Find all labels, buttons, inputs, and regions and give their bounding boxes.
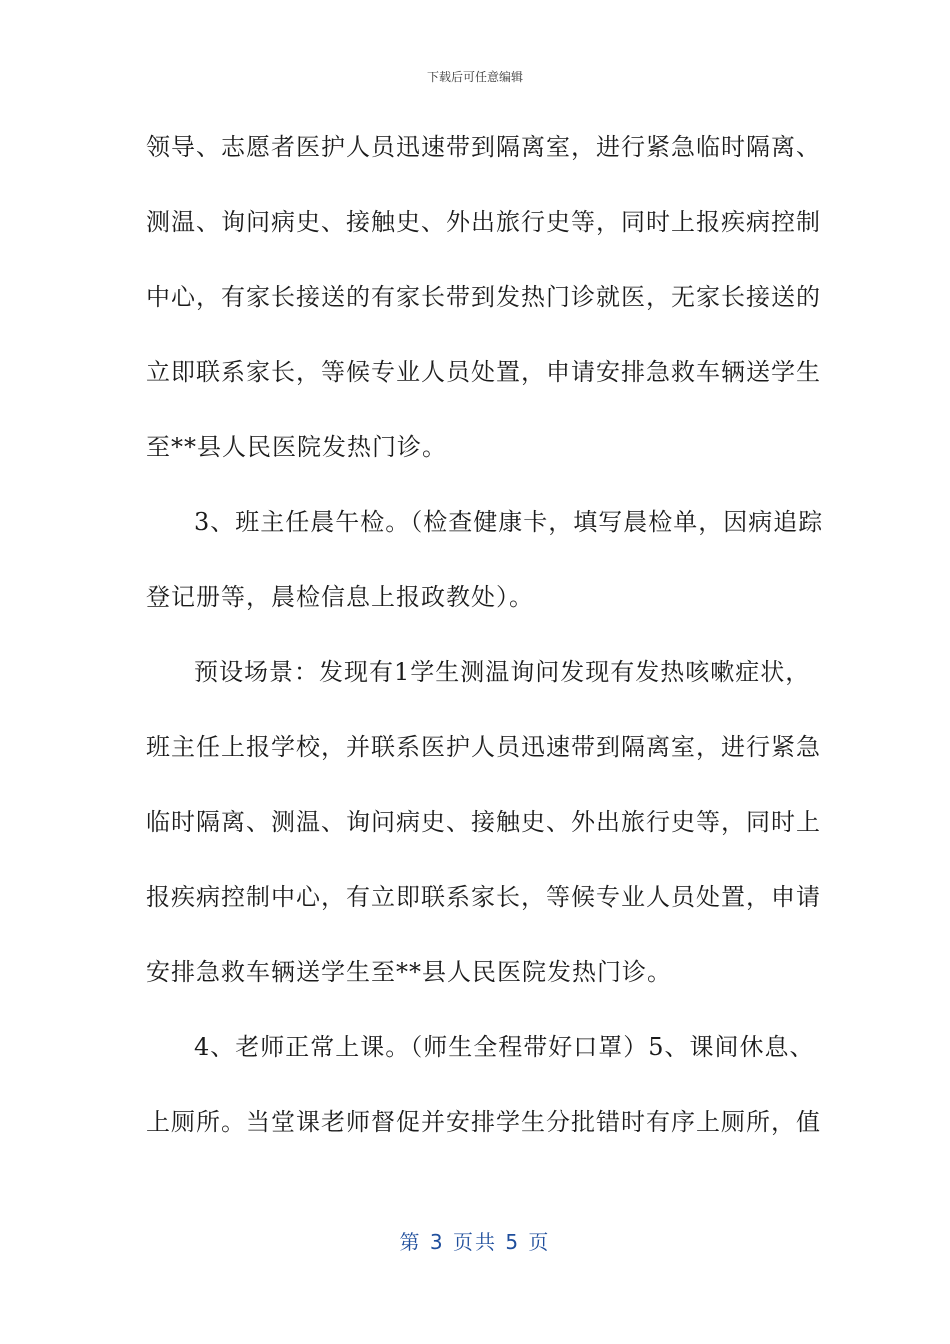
header-note: 下载后可任意编辑 <box>426 70 523 84</box>
body-line-1: 领导、志愿者医护人员迅速带到隔离室，进行紧急临时隔离、 <box>146 133 821 161</box>
body-line-9: 班主任上报学校，并联系医护人员迅速带到隔离室，进行紧急 <box>146 733 821 761</box>
body-line-13: 4、老师正常上课。（师生全程带好口罩）5、课间休息、 <box>194 1033 815 1061</box>
body-line-3: 中心，有家长接送的有家长带到发热门诊就医，无家长接送的 <box>146 283 821 311</box>
body-line-12: 安排急救车辆送学生至**县人民医院发热门诊。 <box>146 958 672 986</box>
body-line-5: 至**县人民医院发热门诊。 <box>146 433 447 461</box>
body-line-14: 上厕所。当堂课老师督促并安排学生分批错时有序上厕所，值 <box>146 1108 821 1136</box>
body-line-2: 测温、询问病史、接触史、外出旅行史等，同时上报疾病控制 <box>146 208 821 236</box>
body-line-8: 预设场景：发现有1学生测温询问发现有发热咳嗽症状， <box>194 658 811 686</box>
body-line-10: 临时隔离、测温、询问病史、接触史、外出旅行史等，同时上 <box>146 808 821 836</box>
body-line-7: 登记册等，晨检信息上报政教处）。 <box>146 583 534 611</box>
body-line-6: 3、班主任晨午检。（检查健康卡，填写晨检单，因病追踪 <box>194 508 824 536</box>
body-line-4: 立即联系家长，等候专业人员处置，申请安排急救车辆送学生 <box>146 358 821 386</box>
page-number-footer: 第 3 页共 5 页 <box>399 1230 551 1254</box>
body-line-11: 报疾病控制中心，有立即联系家长，等候专业人员处置，申请 <box>146 883 821 911</box>
